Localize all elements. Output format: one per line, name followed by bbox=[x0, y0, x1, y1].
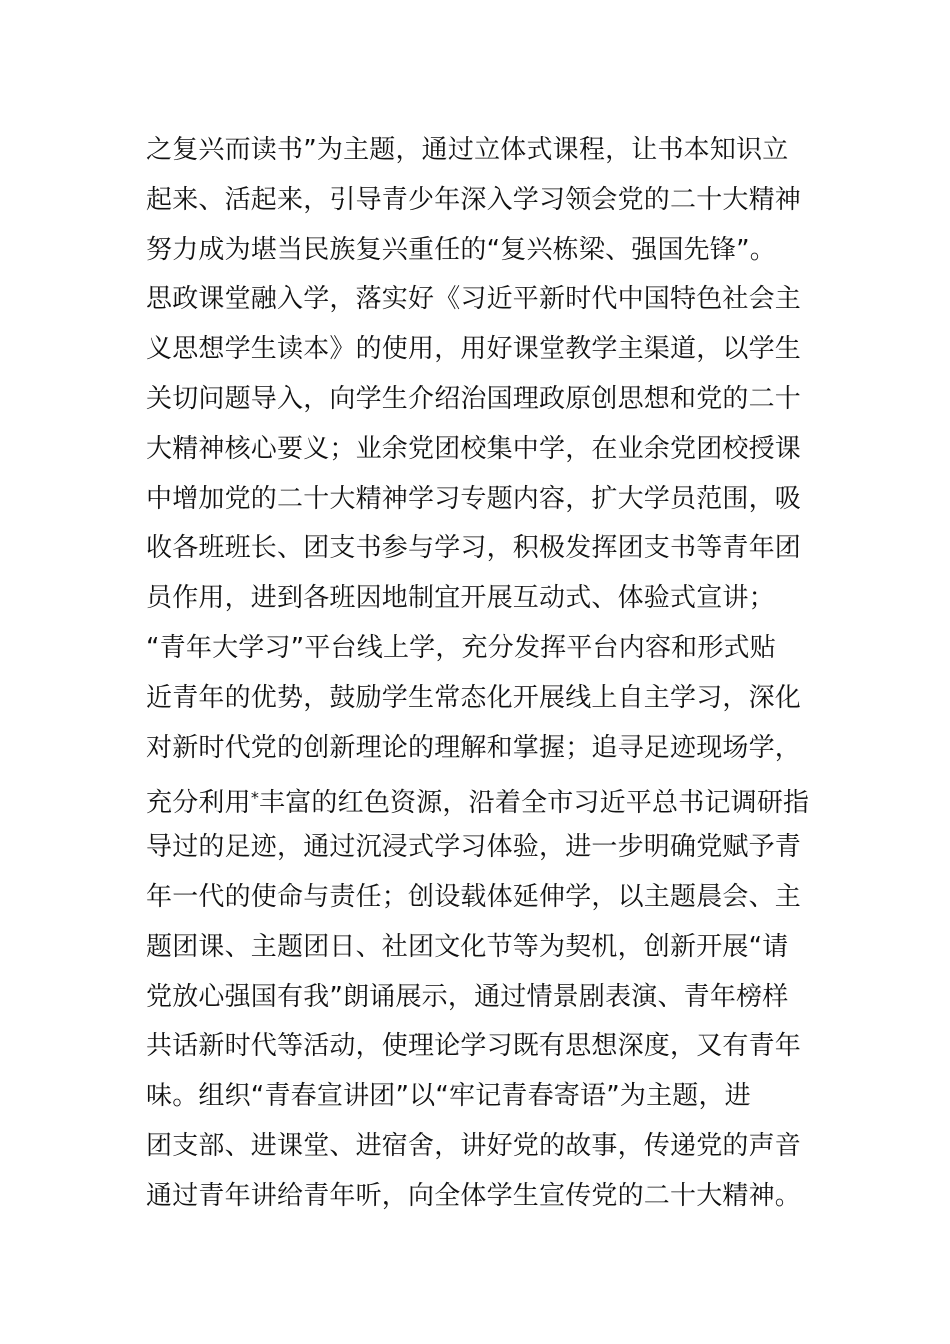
text-line-with-redaction bbox=[146, 773, 826, 823]
text-line: “青年大学习”平台线上学，充分发挥平台内容和形式贴 bbox=[146, 632, 776, 663]
text-line: 收各班班长、团支书参与学习，积极发挥团支书等青年团 bbox=[146, 533, 802, 564]
text-line: 题团课、主题团日、社团文化节等为契机，创新开展“请 bbox=[146, 931, 789, 962]
text-line: 努力成为堪当民族复兴重任的“复兴栋梁、强国先锋”。 bbox=[146, 234, 776, 265]
redaction-asterisk: * bbox=[250, 788, 260, 808]
text-segment: 充分利用 bbox=[146, 788, 251, 819]
text-line: 起来、活起来，引导青少年深入学习领会党的二十大精神 bbox=[146, 184, 802, 215]
text-line: 共话新时代等活动，使理论学习既有思想深度，又有青年 bbox=[146, 1031, 802, 1062]
text-line: 对新时代党的创新理论的理解和掌握；追寻足迹现场学， bbox=[146, 732, 802, 763]
text-line: 近青年的优势，鼓励学生常态化开展线上自主学习，深化 bbox=[146, 682, 802, 713]
text-line: 思政课堂融入学，落实好《习近平新时代中国特色社会主 bbox=[146, 284, 802, 315]
text-line: 之复兴而读书”为主题，通过立体式课程，让书本知识立 bbox=[146, 135, 789, 165]
text-line: 味。组织“青春宣讲团”以“牢记青春寄语”为主题，进 bbox=[146, 1081, 751, 1112]
text-line: 年一代的使命与责任；创设载体延伸学，以主题晨会、主 bbox=[146, 881, 802, 912]
text-segment: 丰富的红色资源，沿着全市习近平总书记调研指 bbox=[259, 788, 810, 819]
text-line: 关切问题导入，向学生介绍治国理政原创思想和党的二十 bbox=[146, 383, 802, 414]
text-line: 党放心强国有我”朗诵展示，通过情景剧表演、青年榜样 bbox=[146, 981, 789, 1012]
text-line: 导过的足迹，通过沉浸式学习体验，进一步明确党赋予青 bbox=[146, 832, 802, 863]
body-paragraph bbox=[146, 126, 826, 1222]
text-line: 团支部、进课堂、进宿舍，讲好党的故事，传递党的声音 bbox=[146, 1130, 802, 1161]
text-line: 大精神核心要义；业余党团校集中学，在业余党团校授课 bbox=[146, 433, 802, 464]
text-line: 中增加党的二十大精神学习专题内容，扩大学员范围，吸 bbox=[146, 483, 802, 514]
text-line: 员作用，进到各班因地制宜开展互动式、体验式宣讲； bbox=[146, 583, 775, 614]
text-line: 通过青年讲给青年听，向全体学生宣传党的二十大精神。 bbox=[146, 1180, 802, 1211]
text-line: 义思想学生读本》的使用，用好课堂教学主渠道，以学生 bbox=[146, 334, 802, 365]
